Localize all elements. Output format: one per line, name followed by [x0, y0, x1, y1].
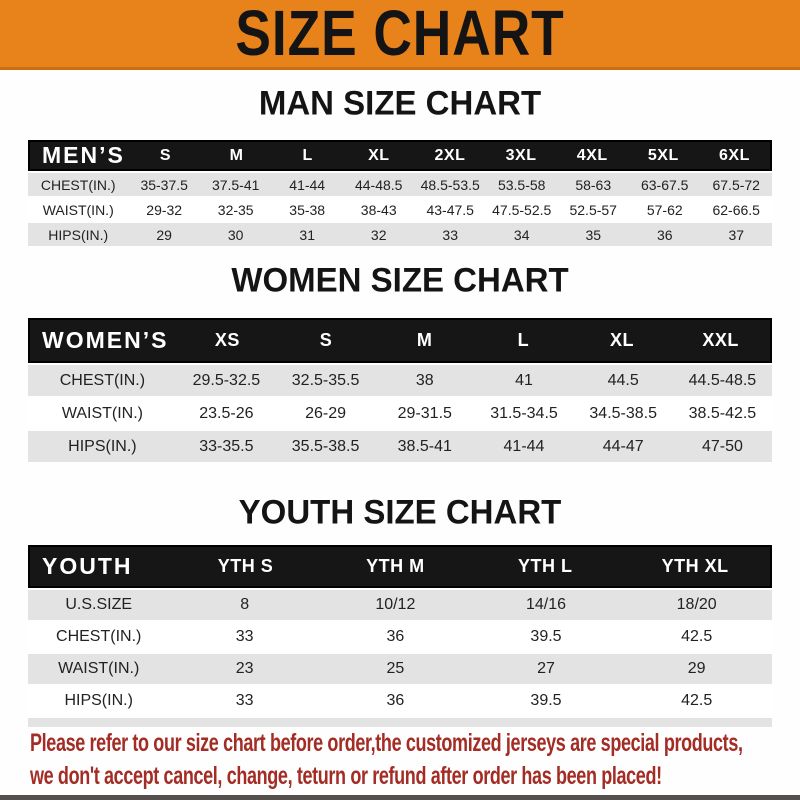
row-label: WAIST(IN.)	[61, 404, 143, 422]
row-label: U.S.SIZE	[65, 596, 133, 613]
size-value-cell: 38.5-41	[397, 437, 452, 455]
size-value-cell: 47-50	[701, 437, 743, 455]
women-size-table	[28, 318, 772, 464]
row-label: HIPS(IN.)	[64, 692, 133, 709]
size-value-cell: 47.5-52.5	[492, 201, 552, 218]
size-value-cell: 48.5-53.5	[420, 176, 480, 193]
size-value-cell: 67.5-72	[712, 176, 760, 193]
size-value-cell: 42.5	[681, 628, 713, 645]
table-corner-label: YOUTH	[42, 553, 133, 579]
footer-note	[30, 727, 790, 793]
size-value-cell: 31.5-34.5	[490, 404, 558, 422]
size-value-cell: 32	[370, 226, 387, 243]
table-row	[28, 686, 772, 716]
size-value-cell: 33	[235, 628, 254, 645]
footer-note-line1: Please refer to our size chart before order,the customized jerseys are special products,	[30, 729, 743, 757]
size-value-cell: 38-43	[360, 201, 397, 218]
size-value-cell: 33	[442, 226, 458, 243]
size-value-cell: 18/20	[676, 596, 717, 613]
size-value-cell: 29.5-32.5	[192, 371, 261, 389]
size-column-header: YTH M	[366, 556, 425, 576]
size-column-header: 2XL	[434, 146, 466, 164]
women-section-title: WOMEN SIZE CHART	[231, 260, 569, 299]
size-value-cell: 34.5-38.5	[589, 404, 657, 422]
men-section-title: MAN SIZE CHART	[258, 83, 542, 122]
size-value-cell: 23.5-26	[199, 404, 254, 422]
table-row	[28, 654, 772, 684]
size-value-cell: 38	[415, 371, 434, 389]
size-value-cell: 42.5	[681, 692, 713, 709]
size-value-cell: 44-48.5	[354, 176, 403, 193]
row-label: WAIST(IN.)	[42, 201, 114, 218]
size-table-header-row	[28, 545, 772, 588]
size-column-header: 4XL	[576, 146, 608, 164]
size-value-cell: 35	[585, 226, 602, 243]
size-column-header: M	[416, 330, 433, 350]
size-value-cell: 34	[513, 226, 530, 243]
size-column-header: XXL	[702, 330, 739, 350]
row-label: CHEST(IN.)	[59, 371, 146, 389]
table-row	[28, 365, 772, 396]
size-value-cell: 38.5-42.5	[688, 404, 757, 422]
row-label: CHEST(IN.)	[40, 176, 116, 193]
size-value-cell: 62-66.5	[712, 201, 760, 218]
size-value-cell: 52.5-57	[569, 201, 617, 218]
size-column-header: XL	[609, 330, 634, 350]
size-value-cell: 35-37.5	[140, 176, 188, 193]
youth-section-title: YOUTH SIZE CHART	[238, 492, 562, 531]
size-column-header: L	[517, 330, 530, 350]
table-row	[28, 622, 772, 652]
size-value-cell: 29-31.5	[397, 404, 452, 422]
row-label: WAIST(IN.)	[58, 660, 140, 677]
size-value-cell: 25	[386, 660, 405, 677]
size-value-cell: 41-44	[503, 437, 545, 455]
size-column-header: YTH L	[517, 556, 573, 576]
size-value-cell: 53.5-58	[497, 176, 546, 193]
size-column-header: L	[302, 146, 313, 164]
banner	[0, 0, 800, 70]
size-value-cell: 35-38	[289, 201, 326, 218]
size-value-cell: 37	[728, 226, 745, 243]
size-value-cell: 14/16	[525, 596, 567, 613]
size-value-cell: 8	[240, 596, 250, 613]
size-value-cell: 10/12	[375, 596, 416, 613]
size-value-cell: 33-35.5	[199, 437, 254, 455]
size-value-cell: 23	[235, 660, 254, 677]
table-corner-label: WOMEN’S	[42, 327, 169, 353]
table-row	[28, 198, 772, 221]
size-column-header: M	[229, 146, 244, 164]
size-value-cell: 58-63	[575, 176, 612, 193]
size-value-cell: 29-32	[146, 201, 183, 218]
table-row	[28, 398, 772, 429]
size-column-header: YTH S	[217, 556, 274, 576]
size-value-cell: 37.5-41	[211, 176, 260, 193]
size-column-header: 5XL	[647, 146, 679, 164]
size-value-cell: 36	[386, 692, 405, 709]
table-row	[28, 223, 772, 246]
men-size-table	[28, 140, 772, 248]
table-row	[28, 431, 772, 462]
size-value-cell: 33	[235, 692, 254, 709]
size-value-cell: 44.5-48.5	[688, 371, 757, 389]
size-value-cell: 30	[227, 226, 244, 243]
size-value-cell: 43-47.5	[426, 201, 474, 218]
size-value-cell: 44.5	[607, 371, 639, 389]
size-column-header: S	[159, 146, 172, 164]
size-value-cell: 39.5	[530, 628, 562, 645]
size-value-cell: 29	[156, 226, 172, 243]
table-row	[28, 590, 772, 620]
size-value-cell: 41	[515, 371, 533, 389]
size-value-cell: 57-62	[646, 201, 683, 218]
size-column-header: S	[319, 330, 333, 350]
size-column-header: 6XL	[719, 146, 750, 164]
table-row	[28, 173, 772, 196]
size-value-cell: 27	[537, 660, 555, 677]
size-value-cell: 26-29	[305, 404, 347, 422]
size-table-header-row	[28, 318, 772, 363]
size-column-header: XS	[214, 330, 240, 350]
row-label: HIPS(IN.)	[68, 437, 137, 455]
size-value-cell: 41-44	[289, 176, 326, 193]
table-corner-label: MEN’S	[42, 142, 125, 168]
size-table-header-row	[28, 140, 772, 171]
size-column-header: 3XL	[505, 146, 537, 164]
row-label: CHEST(IN.)	[56, 628, 142, 645]
bottom-strip	[0, 795, 800, 800]
size-value-cell: 39.5	[530, 692, 562, 709]
size-value-cell: 35.5-38.5	[291, 437, 360, 455]
size-value-cell: 36	[656, 226, 673, 243]
size-value-cell: 29	[687, 660, 706, 677]
footer-note-line2: we don't accept cancel, change, teturn or refund after order has been placed!	[30, 762, 662, 790]
youth-size-table	[28, 545, 772, 727]
size-value-cell: 32-35	[217, 201, 254, 218]
size-value-cell: 63-67.5	[640, 176, 689, 193]
page-title: SIZE CHART	[235, 0, 565, 70]
size-column-header: XL	[368, 146, 390, 164]
row-label: HIPS(IN.)	[48, 226, 109, 243]
size-value-cell: 36	[386, 628, 405, 645]
size-value-cell: 44-47	[602, 437, 644, 455]
size-value-cell: 32.5-35.5	[291, 371, 360, 389]
size-column-header: YTH XL	[661, 556, 729, 576]
size-value-cell: 31	[299, 226, 315, 243]
